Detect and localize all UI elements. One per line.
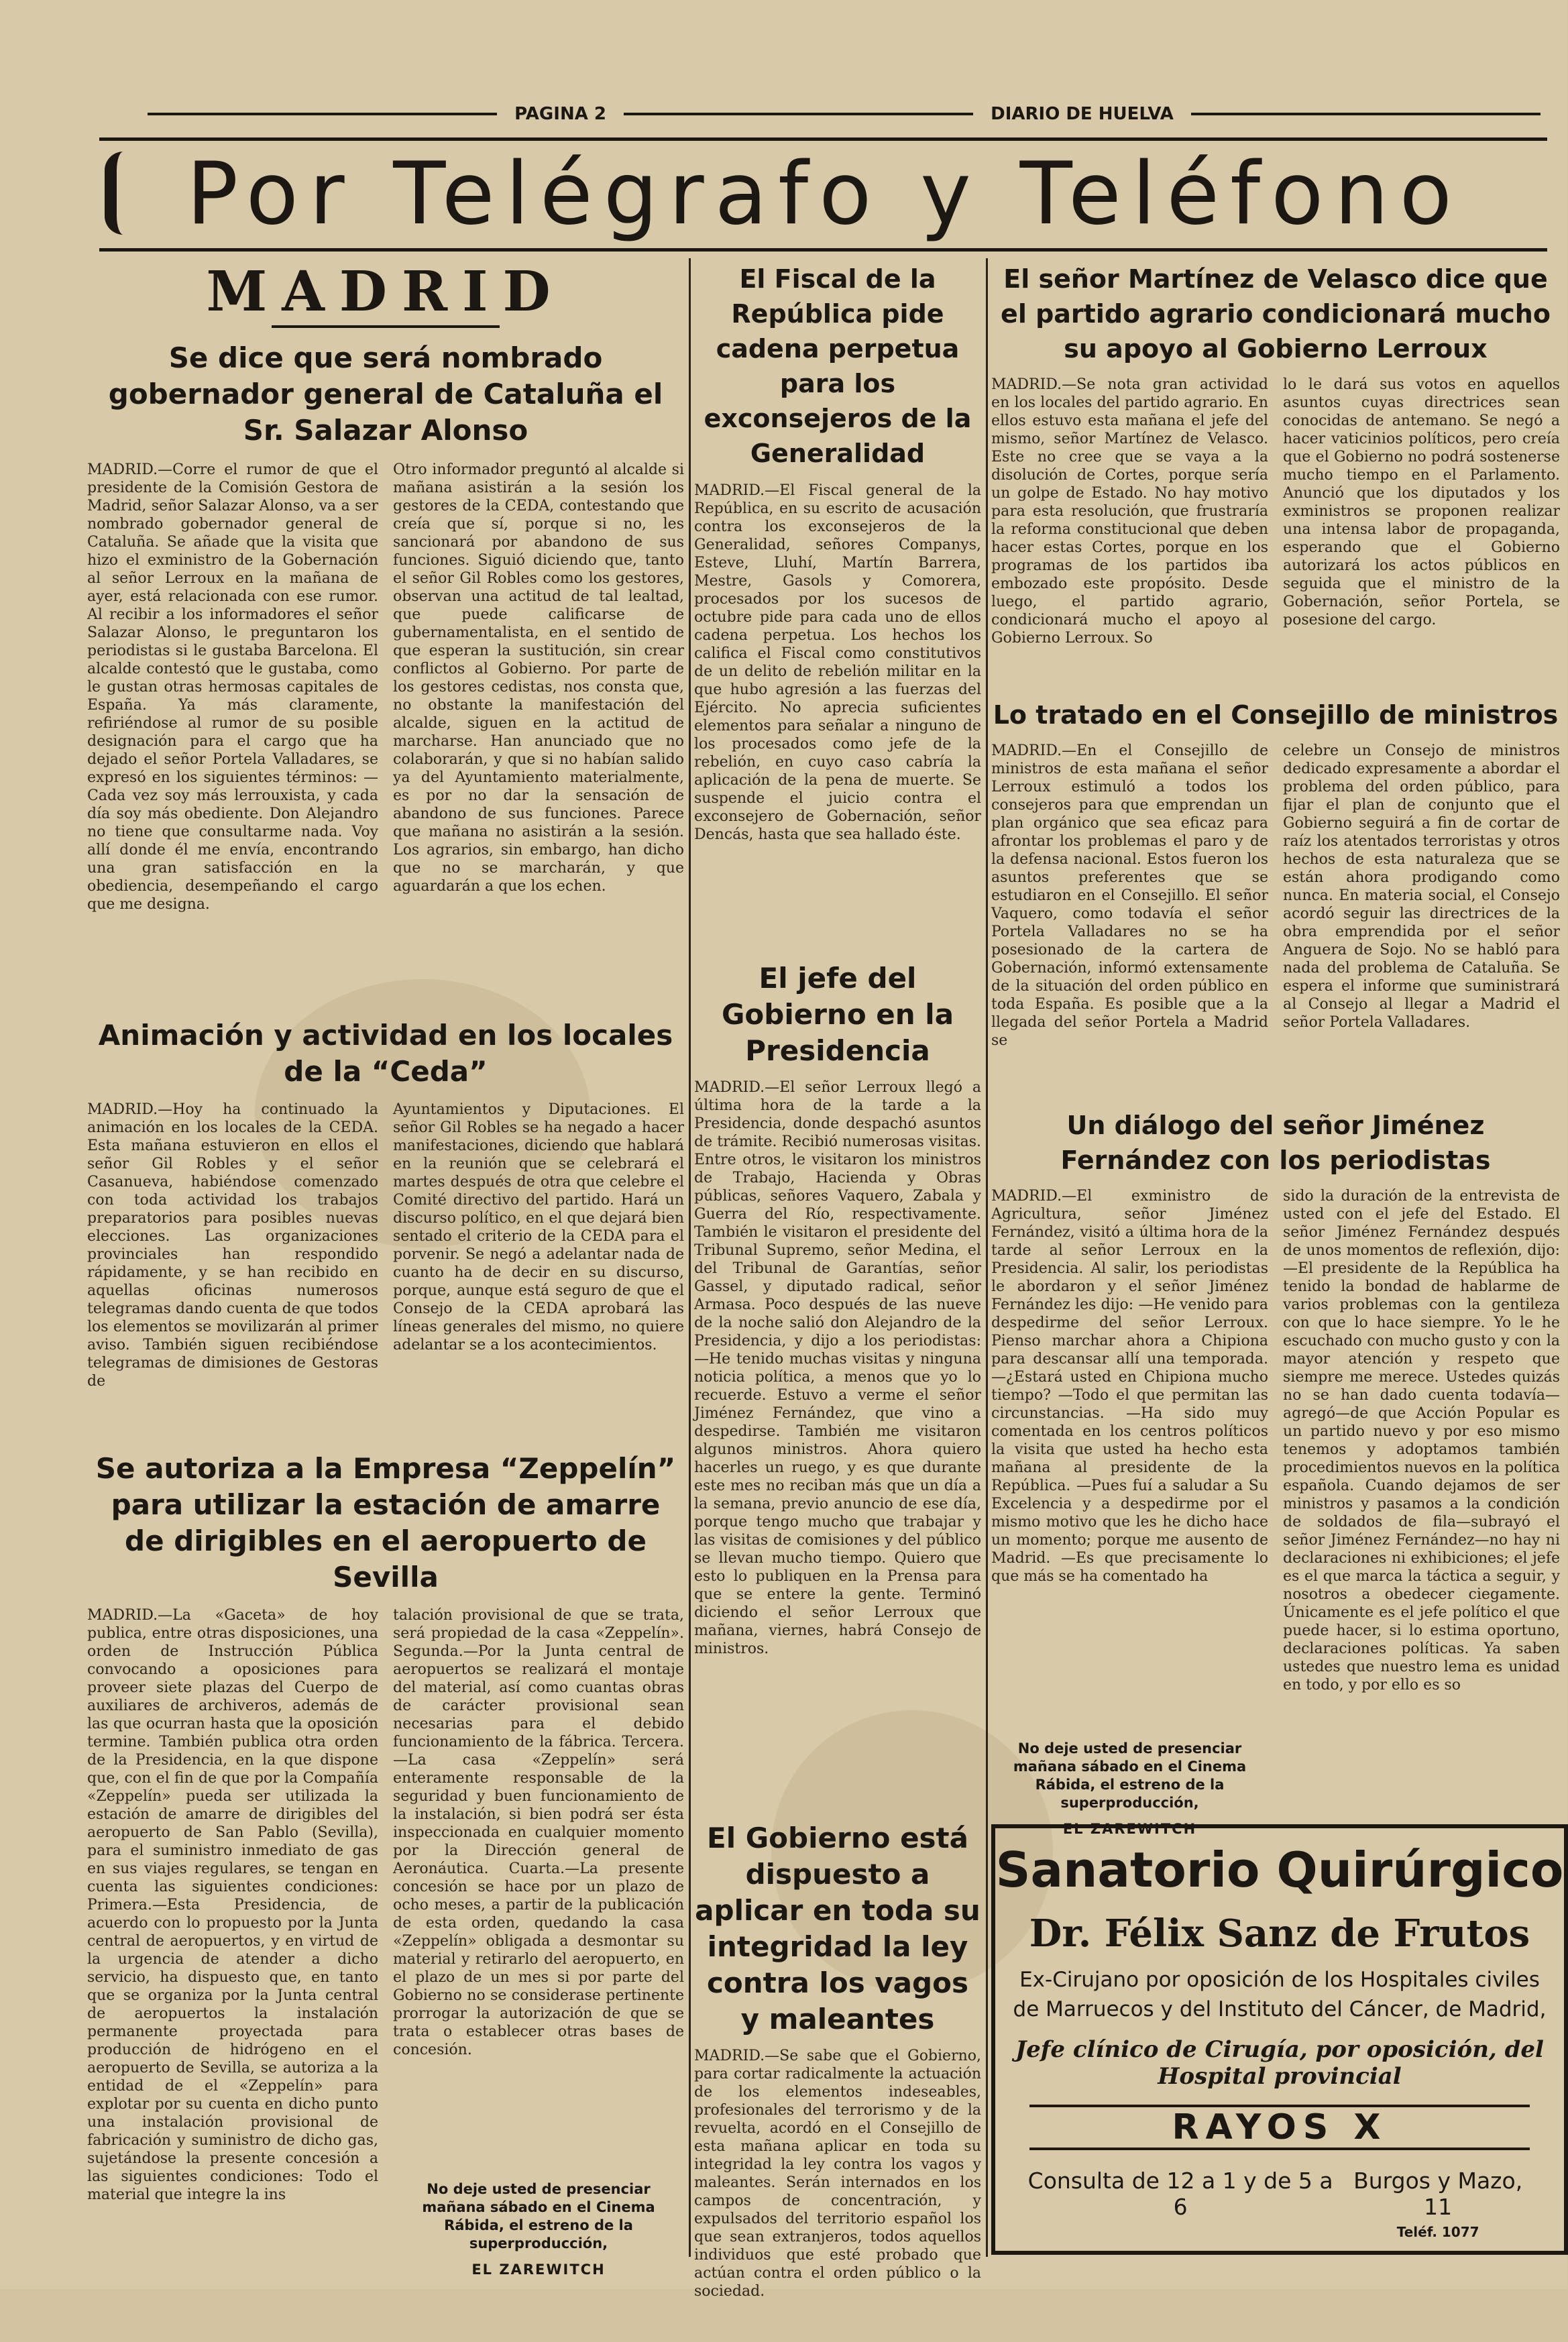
ad-address: Burgos y Mazo, 11 [1353, 2168, 1523, 2220]
article-body-consejillo [991, 742, 1560, 1091]
notice-text: No deje usted de presenciar mañana sábado en el Cinema Rábida, el estreno de la superproducción, [1013, 1740, 1247, 1811]
newspaper-name: DIARIO DE HUELVA [991, 104, 1174, 124]
column-rule [986, 258, 988, 2257]
article-title-jimenez: Un diálogo del señor Jiménez Fernández con los periodistas [1060, 1111, 1491, 1175]
ad-footer [995, 2150, 1564, 2240]
ad-hours: Consulta de 12 a 1 y de 5 a 6 [1027, 2168, 1333, 2220]
article-text: MADRID.—Hoy ha continuado la animación en los locales de la CEDA. Esta mañana estuvieron en ellos el señor Gil Robles y el señor Casanueva, habiéndose comenzado con toda actividad los trabajos preparatorios para posibles nuevas elecciones. Las organizaciones provinciales han respondido rápidamente, y se han recibido en aquellas oficinas numerosos telegramas dando cuenta de que todos los elementos se movilizarán al primer aviso. También siguen recibiéndose telegramas de dimisiones de Gestoras de [87, 1101, 378, 1390]
article-title-jefe: El jefe del Gobierno en la Presidencia [721, 962, 954, 1067]
city-rule [272, 325, 500, 328]
folio-rule [148, 113, 497, 115]
ad-doctor: Dr. Félix Sanz de Frutos [1029, 1911, 1530, 1956]
article-title-ceda: Animación y actividad en los locales de la “Ceda” [98, 1019, 673, 1088]
left-block [87, 258, 684, 2278]
ad-address-block [1339, 2168, 1537, 2240]
ad-line: Jefe clínico de Cirugía, por oposición, del Hospital provincial [1015, 2036, 1544, 2090]
sanatorio-advertisement [991, 1824, 1568, 2255]
article-text: lo le dará sus votos en aquellos asuntos cuyas directrices sean conocidas de antemano. Se negó a hacer vaticinios políticos, pero creía que el Gobierno no podrá sostenerse mucho tiempo en el Parlamento. Anunció que los diputados y los exministros se proponen realizar una intensa labor de propaganda, esperando que el Gobierno autorizará los actos públicos en seguida que el ministro de la Gobernación, señor Portela, se posesione del cargo. [1283, 376, 1560, 628]
article-text: Otro informador preguntó al alcalde si mañana asistirán a la sesión los gestores de la CEDA, contestando que creía que sí, porque si no, les sancionará por abandono de sus funciones. Siguió diciendo que, tanto el señor Gil Robles como los gestores, observan una actitud de tal lealtad, que puede calificarse de gubernamentalista, en el sentido de que esperan la sustitución, sin crear conflictos al Gobierno. Por parte de los gestores cedistas, nos consta que, no obstante la manifestación del alcalde, siguen en la actitud de marcharse. Han anunciado que no colaborarán, y que si no habían salido ya del Ayuntamiento materialmente, es por no dar la sensación de abandono de sus funciones. Parece que mañana no asistirán a la sesión. Los agrarios, sin embargo, han dicho que no se marcharán, y que aguardarán a que los echen. [393, 461, 684, 895]
ad-phone: Teléf. 1077 [1396, 2224, 1479, 2240]
article-body-salazar [87, 461, 684, 1004]
article-title-consejillo: Lo tratado en el Consejillo de ministros [993, 700, 1559, 730]
ad-rayos: RAYOS X [1029, 2105, 1530, 2150]
ad-line: Ex-Cirujano por oposición de los Hospitales civiles [1019, 1968, 1540, 1992]
cinema-notice [991, 1740, 1268, 1838]
article-title-salazar: Se dice que será nombrado gobernador general de Cataluña el Sr. Salazar Alonso [108, 341, 663, 447]
cinema-notice [393, 2180, 684, 2279]
middle-column [694, 262, 981, 2300]
article-body-ceda [87, 1101, 684, 1436]
notice-signature: EL ZAREWITCH [471, 2262, 606, 2278]
page-number: PAGINA 2 [514, 104, 606, 124]
article-body-jimenez [991, 1187, 1560, 1838]
ad-line: de Marruecos y del Instituto del Cáncer, de Madrid, [1013, 1997, 1547, 2021]
article-text: MADRID.—El señor Lerroux llegó a última hora de la tarde a la Presidencia, donde despachó asuntos de trámite. Recibió numerosas visitas. Entre otros, le visitaron los ministros de Trabajo, Hacienda y Obras públicas, señores Vaquero, Zabala y Guerra del Río, respectivamente. También le visitaron el presidente del Tribunal Supremo, señor Medina, el del Tribunal de Garantías, señor Gassel, y diputado radical, señor Armasa. Poco después de las nueve de la noche salió don Alejandro de la Presidencia, y dijo a los periodistas: —He tenido muchas visitas y ninguna noticia política, a menos que yo lo recuerde. Estuvo a verme el señor Jiménez Fernández, que vino a despedirse. También me visitaron algunos ministros. Ahora quiero hacerles un ruego, y es que durante este mes no reciban más que un día a la semana, previo anuncio de ese día, porque tengo mucho que trabajar y las visitas de comisiones y del público se llevan mucho tiempo. Quiero que esto lo publiquen en la Prensa para que se entere la gente. Terminó diciendo el señor Lerroux que mañana, viernes, habrá Consejo de ministros. [694, 1079, 981, 1657]
article-text: celebre un Consejo de ministros dedicado expresamente a abordar el problema del orden público, para fijar el plan de conjunto que el Gobierno seguirá a fin de cortar de raíz los atentados terroristas y otros hechos de esta naturaleza que se están ahora prodigando como nunca. En materia social, el Consejo acordó seguir las directrices de la obra emprendida por el señor Anguera de Sojo. No se habló para nada del problema de Cataluña. Se espera el informe que suministrará al Consejo al llegar a Madrid el señor Portela Valladares. [1283, 742, 1560, 1031]
article-text: MADRID.—Se nota gran actividad en los locales del partido agrario. En ellos estuvo esta mañana el jefe del mismo, señor Martínez de Velasco. Este no cree que se vaya a la disolución de Cortes, porque sería un golpe de Estado. No hay motivo para esta resolución, que frustraría la reforma constitucional que deben hacer estas Cortes, porque en los programas de los partidos iba embozado este propósito. Desde luego, el partido agrario, condicionará mucho el apoyo al Gobierno Lerroux. So [991, 376, 1268, 647]
article-text: talación provisional de que se trata, será propiedad de la casa «Zeppelín». Segunda.—Por la Junta central de aeropuertos se realizará el montaje del material, así como cuantas obras de carácter provisional sean necesarias para el debido funcionamiento de la fábrica. Tercera.—La casa «Zeppelín» será enteramente responsable de la seguridad y buen funcionamiento de la instalación, si bien podrá ser ésta inspeccionada en cualquier momento por la Dirección general de Aeronáutica. Cuarta.—La presente concesión se hace por un plazo de ocho meses, a partir de la publicación de esta orden, quedando la casa «Zeppelín» obligada a desmontar su material y retirarlo del aeropuerto, en el plazo de un mes si por parte del Gobierno no se considerase pertinente prorrogar la autorización de que se trata o establecer otras bases de concesión. [393, 1607, 684, 2058]
article-body-zeppelin [87, 1606, 684, 2331]
notice-text: No deje usted de presenciar mañana sábado en el Cinema Rábida, el estreno de la superproducción, [422, 2181, 655, 2251]
right-block [991, 262, 1560, 1837]
article-text: MADRID.—Corre el rumor de que el presidente de la Comisión Gestora de Madrid, señor Salazar Alonso, va a ser nombrado gobernador general de Cataluña. Se añade que la visita que hizo el exministro de la Gobernación al señor Lerroux en la mañana de ayer, está relacionada con ese rumor. Al recibir a los informadores el señor Salazar Alonso, le preguntaron los periodistas si le gustaba Barcelona. El alcalde contestó que le gustaba, como le gustan otras hermosas capitales de España. Ya más claramente, refiriéndose al rumor de su posible designación para el cargo que ha dejado el señor Portela Valladares, se expresó en los siguientes términos: —Cada vez soy más lerrouxista, y cada día soy más obediente. Don Alejandro no tiene que consultarme nada. Voy allí donde él me envía, encontrando una gran satisfacción en la obediencia, desempeñando el cargo que me designa. [87, 461, 378, 913]
article-text: MADRID.—La «Gaceta» de hoy publica, entre otras disposiciones, una orden de Instrucción Pública convocando a oposiciones para proveer siete plazas del Cuerpo de auxiliares de archiveros, además de las que ocurran hasta que la oposición termine. También publica otra orden de la Presidencia, en la que dispone que, con el fin de que por la Compañía «Zeppelín» pueda ser utilizada la estación de amarre de dirigibles del aeropuerto de San Pablo (Sevilla), para el suministro inmediato de gas en sus viajes regulares, se tengan en cuenta las siguientes condiciones: Primera.—Esta Presidencia, de acuerdo con lo propuesto por la Junta central de aeropuertos, y en virtud de la urgencia de atender a dicho servicio, ha dispuesto que, en tanto que se organiza por la Junta central de aeropuertos la instalación permanente proyectada para producción de hidrógeno en el aeropuerto de Sevilla, se autoriza a la entidad de el «Zeppelín» para explotar por su cuenta en dicho punto una instalación provisional de fabricación y suministro de dicho gas, sujetándose la presente concesión a las siguientes condiciones: Todo el material que integre la ins [87, 1607, 378, 2203]
section-city: MADRID [206, 260, 565, 324]
section-banner [99, 137, 1547, 252]
article-text: sido la duración de la entrevista de usted con el jefe del Estado. El señor Jiménez Fernández después de unos momentos de reflexión, dijo: —El presidente de la República ha tenido la bondad de hablarme de varios problemas con la gentileza con que lo hace siempre. Yo le he escuchado con mucho gusto y con la mayor atención y respeto que siempre me merece. Ustedes quizás no se han dado cuenta todavía—agregó—de que Acción Popular es un partido nuevo y por eso mismo tenemos y adoptamos también procedimientos nuevos en la política española. Cuando dejamos de ser ministros y pasamos a la condición de soldados de fila—subrayó el señor Jiménez Fernández—no hay ni declaraciones ni exhibiciones; el jefe es el que marca la táctica a seguir, y nosotros a obedecer ciegamente. Únicamente es el jefe político el que puede hacer, si lo estima oportuno, declaraciones políticas. Ya saben ustedes que nuestro lema es unidad en todo, y por ello es so [1283, 1188, 1560, 1693]
article-title-vagos: El Gobierno está dispuesto a aplicar en toda su integridad la ley contra los vagos y maleantes [695, 1822, 981, 2036]
banner-ornament-icon [105, 152, 157, 235]
folio-line [148, 101, 1541, 127]
folio-rule [1191, 113, 1541, 115]
article-title-zeppelin: Se autoriza a la Empresa “Zeppelín” para utilizar la estación de amarre de dirigibles en el aeropuerto de Sevilla [95, 1452, 676, 1594]
article-text: MADRID.—En el Consejillo de ministros de esta mañana el señor Lerroux estimuló a todos los consejeros para que emprendan un plan orgánico que sea eficaz para afrontar los problemas el paro y de la defensa nacional. Estos fueron los asuntos preferentes que se estudiaron en el Consejillo. El señor Vaquero, como todavía el señor Portela Valladares no se ha posesionado de la cartera de Gobernación, informó extensamente de la situación del orden público en toda España. Es posible que a la llegada del señor Portela a Madrid se [991, 742, 1268, 1049]
article-text: Ayuntamientos y Diputaciones. El señor Gil Robles se ha negado a hacer manifestaciones, diciendo que hablará en la reunión que se celebrará el martes después de otra que celebre el Comité directivo del partido. Hará un discurso político, en el que dejará bien sentado el criterio de la CEDA para el porvenir. Se negó a adelantar nada de cuanto ha de decir en su discurso, porque, aunque está seguro de que el Consejo de la CEDA aprobará las líneas generales del mismo, no quiere adelantar se a los acontecimientos. [393, 1101, 684, 1353]
article-title-fiscal: El Fiscal de la República pide cadena perpetua para los exconsejeros de la Generalidad [704, 264, 972, 468]
folio-rule [624, 113, 973, 115]
article-body-velasco [991, 376, 1560, 684]
article-title-velasco: El señor Martínez de Velasco dice que el partido agrario condicionará mucho su apoyo al Gobierno Lerroux [1001, 264, 1551, 364]
notice-signature: EL ZAREWITCH [1062, 1821, 1197, 1837]
article-text: MADRID.—Se sabe que el Gobierno, para cortar radicalmente la actuación de los elementos indeseables, profesionales del terrorismo y de la revuelta, acordó en el Consejillo de esta mañana aplicar en toda su integridad la ley contra los vagos y maleantes. Serán internados en los campos de concentración, y expulsados del territorio español los que sean extranjeros, todos aquellos individuos que esté probado que actúan contra el orden público o la sociedad. [694, 2048, 981, 2300]
article-text: MADRID.—El exministro de Agricultura, señor Jiménez Fernández, visitó a última hora de la tarde al señor Lerroux en la Presidencia. Al salir, los periodistas le abordaron y el señor Jiménez Fernández les dijo: —He venido para despedirme del señor Lerroux. Pienso marchar ahora a Chipiona para descansar allí una temporada. —¿Estará usted en Chipiona mucho tiempo? —Todo el que permitan las circunstancias. —Ha sido muy comentada en los centros políticos la visita que usted ha hecho esta mañana al presidente de la República. —Pues fuí a saludar a Su Excelencia y a despedirme por el mismo motivo que les he dicho hace un momento; porque me ausento de Madrid. —Es que precisamente lo que más se ha comentado ha [991, 1188, 1268, 1585]
ad-title: Sanatorio Quirúrgico [995, 1842, 1564, 1898]
column-rule [689, 258, 691, 2257]
banner-title: Por Telégrafo y Teléfono [186, 144, 1463, 244]
article-text: MADRID.—El Fiscal general de la República, en su escrito de acusación contra los exconsejeros de la Generalidad, señores Companys, Esteve, Lluhí, Martín Barrera, Mestre, Gasols y Comorera, procesados por los sucesos de octubre pide para cada uno de ellos cadena perpetua. Los hechos los califica el Fiscal como constitutivos de un delito de rebelión militar en la que hubo agresión a las fuerzas del Ejército. No aprecia suficientes elementos para señalar a ninguno de los procesados como jefe de la rebelión, en cuyo caso cabría la aplicación de la pena de muerte. Se suspende el juicio contra el exconsejero de Gobernación, señor Dencás, hasta que sea hallado éste. [694, 482, 981, 843]
